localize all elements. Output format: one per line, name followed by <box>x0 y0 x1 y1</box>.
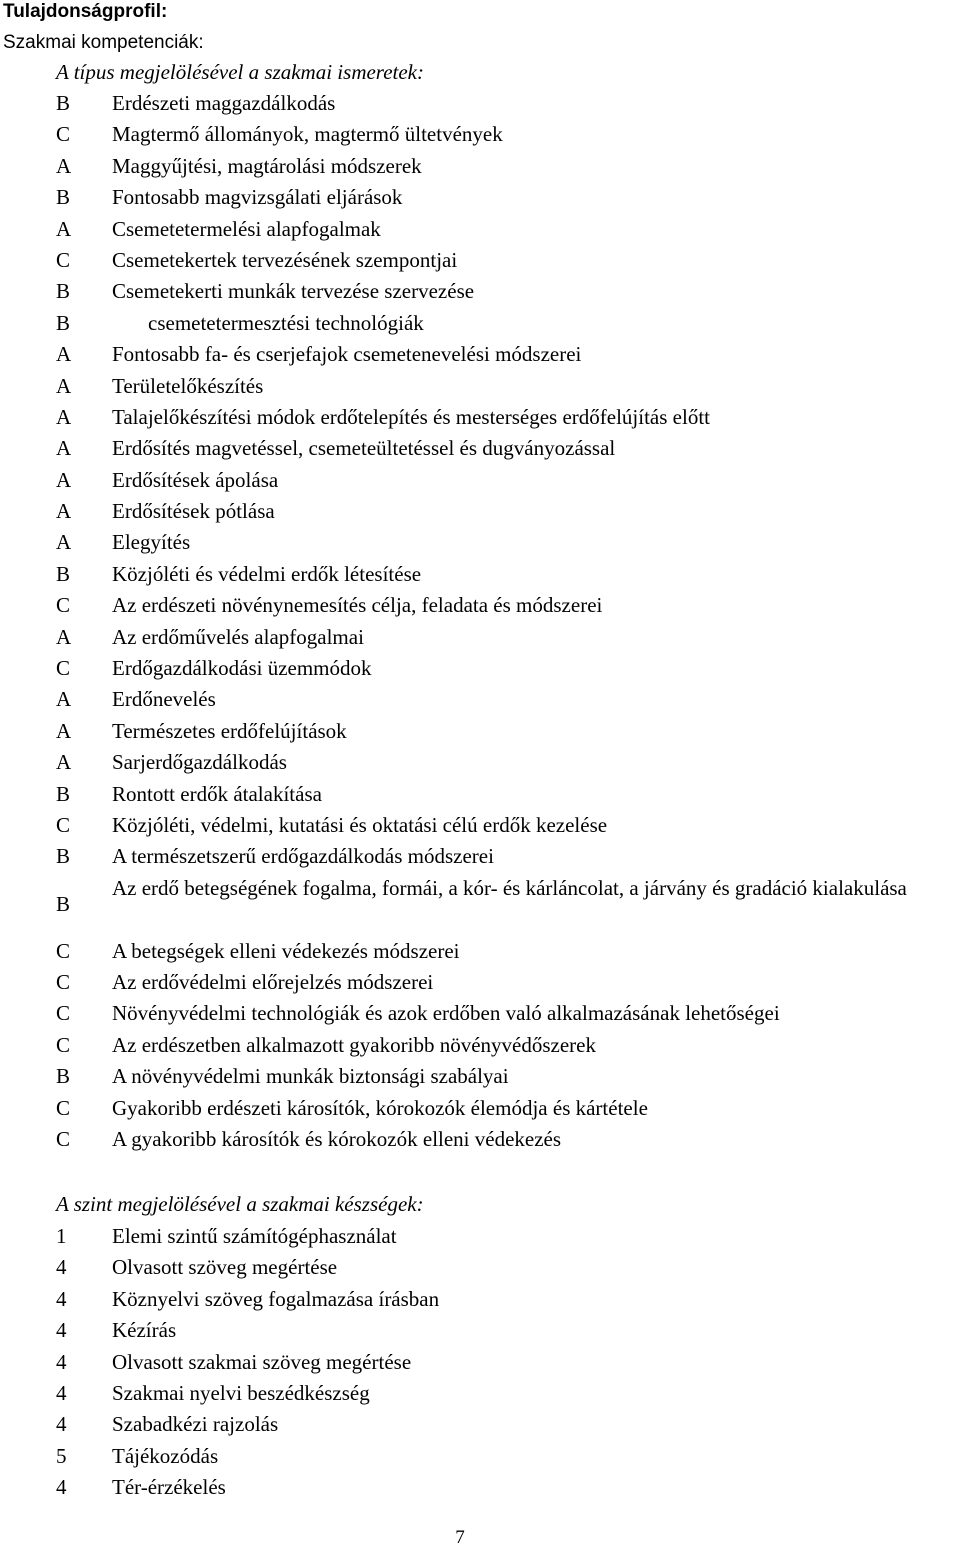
knowledge-item <box>0 779 960 810</box>
item-text: Az erdészeti növénynemesítés célja, feladata és módszerei <box>112 593 603 618</box>
item-text: Erdősítés magvetéssel, csemeteültetéssel és dugványozással <box>112 436 616 461</box>
item-text: Csemetekerti munkák tervezése szervezése <box>112 279 475 304</box>
item-text: A természetszerű erdőgazdálkodás módszerei <box>112 844 494 869</box>
item-text: A gyakoribb károsítók és kórokozók elleni védekezés <box>112 1126 562 1151</box>
item-code: C <box>56 969 71 994</box>
knowledge-item <box>0 747 960 778</box>
item-text: Magtermő állományok, magtermő ültetvények <box>112 122 503 147</box>
item-code: B <box>56 91 71 115</box>
item-code: A <box>56 467 72 492</box>
item-code: C <box>56 1126 71 1151</box>
item-code: 4 <box>56 1286 67 1311</box>
item-code: 4 <box>56 1412 67 1437</box>
item-code: A <box>56 404 72 429</box>
knowledge-item <box>0 1030 960 1061</box>
item-text: Sarjerdőgazdálkodás <box>112 750 287 775</box>
knowledge-item <box>0 402 960 433</box>
item-code: C <box>56 1032 71 1057</box>
item-code: 4 <box>56 1255 67 1280</box>
item-text: Az erdő betegségének fogalma, formái, a kór- és kárláncolat, a járvány és gradáció kialakulása <box>112 875 907 900</box>
item-code: C <box>56 1001 71 1026</box>
item-code: C <box>56 812 71 837</box>
item-text: Növényvédelmi technológiák és azok erdőben való alkalmazásának lehetőségei <box>112 1001 780 1026</box>
knowledge-list <box>0 88 960 1155</box>
knowledge-item <box>0 1124 960 1155</box>
item-text: Az erdészetben alkalmazott gyakoribb növényvédőszerek <box>112 1032 596 1057</box>
item-code: B <box>56 185 71 210</box>
item-code: A <box>56 436 72 461</box>
item-text: Szabadkézi rajzolás <box>112 1412 279 1437</box>
item-code: B <box>56 781 71 806</box>
item-code: C <box>56 122 71 147</box>
item-code: A <box>56 624 72 649</box>
item-text: Fontosabb magvizsgálati eljárások <box>112 185 403 210</box>
knowledge-item <box>0 308 960 339</box>
profile-title: Tulajdonságprofil: <box>3 1 168 22</box>
item-text: Erdősítések ápolása <box>112 467 279 492</box>
knowledge-item <box>0 214 960 245</box>
item-text: Tér-érzékelés <box>112 1475 226 1500</box>
knowledge-item <box>0 841 960 872</box>
knowledge-item <box>0 496 960 527</box>
knowledge-item <box>0 590 960 621</box>
item-code: A <box>56 373 72 398</box>
item-text: Szakmai nyelvi beszédkészség <box>112 1380 370 1405</box>
knowledge-item <box>0 936 960 967</box>
knowledge-item <box>0 371 960 402</box>
knowledge-item <box>0 465 960 496</box>
knowledge-item <box>0 559 960 590</box>
item-text: Az erdőművelés alapfogalmai <box>112 624 364 649</box>
item-code: C <box>56 1095 71 1120</box>
knowledge-item <box>0 998 960 1029</box>
knowledge-item <box>0 339 960 370</box>
item-text: Fontosabb fa- és cserjefajok csemetenevelési módszerei <box>112 342 582 367</box>
item-code: 4 <box>56 1475 67 1500</box>
item-code: 4 <box>56 1318 67 1343</box>
item-text: Elegyítés <box>112 530 191 555</box>
knowledge-item <box>0 276 960 307</box>
item-code: A <box>56 687 72 712</box>
item-text: A növényvédelmi munkák biztonsági szabályai <box>112 1064 509 1089</box>
item-text: Maggyűjtési, magtárolási módszerek <box>112 153 422 178</box>
knowledge-item <box>0 653 960 684</box>
item-code: 4 <box>56 1380 67 1405</box>
knowledge-item <box>0 88 960 119</box>
skill-item <box>0 1315 960 1346</box>
knowledge-item <box>0 684 960 715</box>
skills-heading: A szint megjelölésével a szakmai készségek: <box>56 1192 424 1216</box>
skill-item <box>0 1284 960 1315</box>
item-text: Csemetetermelési alapfogalmak <box>112 216 381 241</box>
item-code: B <box>56 310 71 335</box>
item-text: Elemi szintű számítógéphasználat <box>112 1224 397 1248</box>
knowledge-item <box>0 873 960 936</box>
knowledge-item <box>0 433 960 464</box>
item-code: B <box>56 561 71 586</box>
skill-item <box>0 1221 960 1252</box>
item-text: Olvasott szakmai szöveg megértése <box>112 1349 412 1374</box>
knowledge-item <box>0 810 960 841</box>
item-code: A <box>56 153 72 178</box>
item-text: Csemetekertek tervezésének szempontjai <box>112 247 458 272</box>
skill-item <box>0 1441 960 1472</box>
item-text: Erdőgazdálkodási üzemmódok <box>112 656 372 681</box>
knowledge-item <box>0 1093 960 1124</box>
page-number: 7 <box>455 1527 465 1548</box>
knowledge-item <box>0 182 960 213</box>
skills-list <box>0 1221 960 1504</box>
item-text: Erdőnevelés <box>112 687 216 712</box>
item-code: A <box>56 216 72 241</box>
item-text: Tájékozódás <box>112 1443 219 1468</box>
item-code: B <box>56 844 71 869</box>
skill-item <box>0 1409 960 1440</box>
item-text: Erdészeti maggazdálkodás <box>112 91 336 115</box>
skill-item <box>0 1252 960 1283</box>
item-code: A <box>56 750 72 775</box>
item-text: Közjóléti és védelmi erdők létesítése <box>112 561 422 586</box>
item-code: B <box>56 1064 71 1089</box>
skill-item <box>0 1378 960 1409</box>
item-text: Köznyelvi szöveg fogalmazása írásban <box>112 1286 440 1311</box>
knowledge-item <box>0 622 960 653</box>
item-code: 5 <box>56 1443 67 1468</box>
item-text: A betegségek elleni védekezés módszerei <box>112 938 460 963</box>
knowledge-heading: A típus megjelölésével a szakmai ismeretek: <box>56 60 424 84</box>
item-code: C <box>56 656 71 681</box>
knowledge-item <box>0 1061 960 1092</box>
item-text: Erdősítések pótlása <box>112 499 275 524</box>
item-text: Az erdővédelmi előrejelzés módszerei <box>112 969 434 994</box>
item-text: Gyakoribb erdészeti károsítók, kórokozók élemódja és kártétele <box>112 1095 648 1120</box>
item-text: Talajelőkészítési módok erdőtelepítés és mesterséges erdőfelújítás előtt <box>112 404 710 429</box>
item-code: A <box>56 530 72 555</box>
item-text: Olvasott szöveg megértése <box>112 1255 338 1280</box>
item-code: C <box>56 938 71 963</box>
knowledge-item <box>0 245 960 276</box>
item-text: Rontott erdők átalakítása <box>112 781 322 806</box>
item-code: 1 <box>56 1224 67 1248</box>
knowledge-item <box>0 119 960 150</box>
competencies-subtitle: Szakmai kompetenciák: <box>3 32 204 53</box>
item-text: csemetetermesztési technológiák <box>148 310 424 335</box>
knowledge-item <box>0 967 960 998</box>
item-code: B <box>56 279 71 304</box>
item-code: A <box>56 499 72 524</box>
item-code: C <box>56 247 71 272</box>
item-text: Kézírás <box>112 1318 177 1343</box>
knowledge-item <box>0 151 960 182</box>
knowledge-item <box>0 527 960 558</box>
item-text: Területelőkészítés <box>112 373 264 398</box>
item-text: Közjóléti, védelmi, kutatási és oktatási célú erdők kezelése <box>112 812 608 837</box>
item-code: C <box>56 593 71 618</box>
item-code: 4 <box>56 1349 67 1374</box>
item-code: A <box>56 342 72 367</box>
item-code: B <box>56 891 71 916</box>
skill-item <box>0 1472 960 1503</box>
item-text: Természetes erdőfelújítások <box>112 718 347 743</box>
skill-item <box>0 1347 960 1378</box>
knowledge-item <box>0 716 960 747</box>
item-code: A <box>56 718 72 743</box>
